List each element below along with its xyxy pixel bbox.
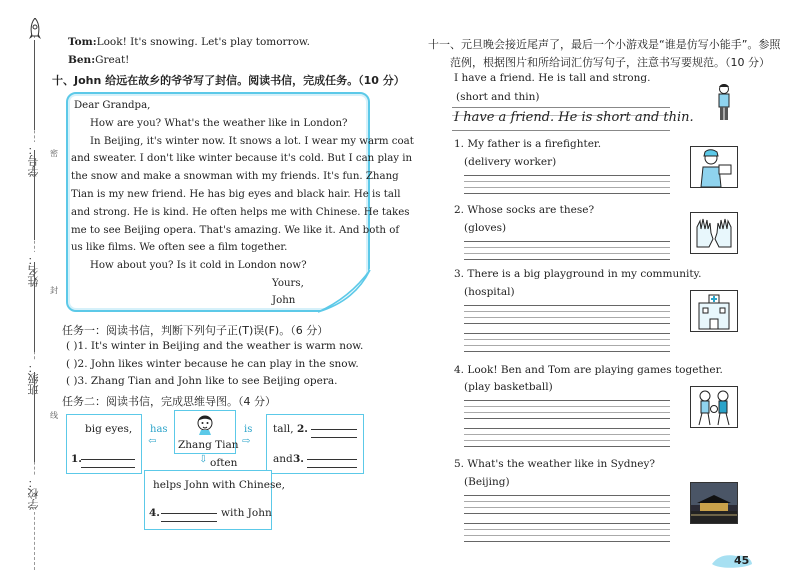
answer-blank-3b[interactable] [307, 467, 357, 468]
blank-number: 2. [297, 423, 308, 435]
write-line[interactable] [464, 507, 670, 508]
letter-line: and sweater. I don't like winter because it's cold. But I can play in [71, 153, 413, 164]
mindmap-text: big eyes, [85, 423, 133, 435]
letter-line: How are you? What's the weather like in London? [90, 118, 348, 129]
write-line[interactable] [464, 305, 670, 306]
letter-greeting: Dear Grandpa, [74, 100, 151, 111]
beijing-night-picture [690, 482, 738, 524]
example-hint: (short and thin) [456, 91, 540, 103]
has-label: has [150, 424, 168, 435]
school-label: 学校： [27, 477, 40, 510]
write-line[interactable] [464, 253, 670, 254]
hint-2: (gloves) [464, 222, 507, 234]
write-line[interactable] [464, 247, 670, 248]
mindmap-text: with John [221, 507, 272, 519]
often-label: often [210, 457, 238, 469]
write-line[interactable] [464, 541, 670, 542]
mindmap-box-features [66, 414, 142, 474]
question-5: 5. What's the weather like in Sydney? [454, 458, 656, 470]
write-line[interactable] [464, 529, 670, 530]
write-line[interactable] [464, 339, 670, 340]
dialog-line-tom: Tom:Look! It's snowing. Let's play tomorrow. [68, 36, 310, 48]
write-line[interactable] [464, 523, 670, 524]
seal-mark-2: 封 [50, 286, 58, 295]
seal-mark-1: 密 [50, 149, 58, 158]
arrow-down-icon: ⇩ [199, 454, 208, 465]
write-line[interactable] [464, 175, 670, 176]
write-line[interactable] [464, 323, 670, 324]
gloves-picture [690, 212, 738, 254]
write-line[interactable] [464, 513, 670, 514]
arrow-right-icon: ⇨ [242, 436, 251, 447]
letter-line: us like films. We often see a film together. [71, 242, 288, 253]
is-label: is [244, 424, 253, 435]
name-field[interactable] [34, 150, 35, 240]
write-line[interactable] [464, 446, 670, 447]
answer-blank-4[interactable] [161, 513, 217, 514]
letter-signature: John [272, 295, 296, 306]
write-line[interactable] [464, 535, 670, 536]
mindmap-center [174, 410, 239, 454]
example-answer: I have a friend. He is short and thin. [454, 110, 694, 125]
write-line[interactable] [464, 406, 670, 407]
section-11-title-line1: 十一、元旦晚会接近尾声了，最后一个小游戏是“谁是仿写小能手”。参照 [428, 38, 781, 51]
example-sentence: I have a friend. He is tall and strong. [454, 72, 651, 84]
blank-number: 1. [71, 453, 82, 465]
answer-blank-3[interactable] [307, 459, 357, 460]
answer-blank-1[interactable] [81, 459, 135, 460]
hint-1: (delivery worker) [464, 156, 557, 168]
question-4: 4. Look! Ben and Tom are playing games together. [454, 364, 723, 376]
section-11-title-line2: 范例，根据图片和所给词汇仿写句子，注意书写要规范。（10 分） [450, 56, 770, 69]
tall-strong-boy-icon [710, 82, 738, 124]
letter-line: and strong. He is kind. He often helps me with Chinese. He takes [71, 207, 410, 218]
write-line[interactable] [464, 259, 670, 260]
write-line[interactable] [464, 400, 670, 401]
example-answer-lines [452, 107, 694, 131]
write-line[interactable] [464, 434, 670, 435]
rocket-icon [28, 18, 42, 48]
student-number-field[interactable] [34, 40, 35, 130]
arrow-left-icon: ⇦ [148, 436, 157, 447]
write-line[interactable] [464, 501, 670, 502]
student-number-label: 学号： [27, 144, 40, 177]
hint-4: (play basketball) [464, 381, 553, 393]
answer-blank-2b[interactable] [311, 437, 357, 438]
blank-number: 4. [149, 507, 160, 519]
page-number-badge [710, 552, 754, 570]
letter-closing: Yours, [272, 278, 304, 289]
write-line[interactable] [464, 241, 670, 242]
hint-5: (Beijing) [464, 476, 510, 488]
seal-mark-3: 线 [50, 411, 58, 420]
write-line[interactable] [464, 317, 670, 318]
write-line[interactable] [464, 193, 670, 194]
write-line[interactable] [464, 311, 670, 312]
letter-line: How about you? Is it cold in London now? [90, 260, 307, 271]
letter-line: the snow and make a snowman with my friends. It's fun. Zhang [71, 171, 399, 182]
page-curl-icon [314, 266, 372, 314]
task1-item[interactable]: ( )3. Zhang Tian and John like to see Beijing opera. [66, 375, 338, 387]
mindmap-text: tall, [273, 423, 294, 435]
write-line[interactable] [464, 187, 670, 188]
mindmap-center-label: Zhang Tian [178, 439, 239, 451]
mindmap-text: and [273, 453, 293, 465]
write-line[interactable] [464, 428, 670, 429]
mindmap-box-activities [144, 470, 285, 530]
answer-blank-1b[interactable] [81, 467, 135, 468]
letter-line: Tian is my new friend. He has big eyes and black hair. He is tall [71, 189, 401, 200]
page-number: 45 [734, 554, 750, 567]
basketball-picture [690, 386, 738, 428]
write-line[interactable] [464, 345, 670, 346]
school-field[interactable] [34, 372, 35, 462]
write-line[interactable] [464, 418, 670, 419]
class-field[interactable] [34, 262, 35, 352]
name-label: 姓名： [27, 254, 40, 287]
class-label: 班级： [27, 362, 40, 395]
task2-title: 任务二：阅读书信，完成思维导图。（4 分） [62, 395, 276, 408]
write-line[interactable] [464, 351, 670, 352]
write-line[interactable] [464, 181, 670, 182]
write-line[interactable] [464, 412, 670, 413]
mindmap-text: helps John with Chinese, [153, 479, 285, 491]
blank-number: 3. [293, 453, 304, 465]
question-3: 3. There is a big playground in my community. [454, 268, 702, 280]
delivery-worker-picture [690, 146, 738, 188]
binding-margin [27, 30, 58, 570]
write-line[interactable] [464, 495, 670, 496]
task1-item[interactable]: ( )1. It's winter in Beijing and the weather is warm now. [66, 340, 364, 352]
question-2: 2. Whose socks are these? [454, 204, 595, 216]
hint-3: (hospital) [464, 286, 515, 298]
letter-line: In Beijing, it's winter now. It snows a lot. I wear my warm coat [90, 136, 414, 147]
answer-blank-4b[interactable] [161, 521, 217, 522]
write-line[interactable] [464, 440, 670, 441]
task1-title: 任务一：阅读书信，判断下列句子正(T)误(F)。（6 分） [62, 324, 329, 337]
dialog-line-ben: Ben:Great! [68, 54, 130, 66]
question-1: 1. My father is a firefighter. [454, 138, 602, 150]
answer-blank-2[interactable] [311, 429, 357, 430]
write-line[interactable] [464, 333, 670, 334]
letter-line: me to see Beijing opera. That's amazing. We like it. And both of [71, 225, 400, 236]
boy-avatar-icon [195, 413, 215, 435]
mindmap-box-personality [266, 414, 364, 474]
task1-item[interactable]: ( )2. John likes winter because he can play in the snow. [66, 358, 359, 370]
hospital-picture [690, 290, 738, 332]
letter-box [66, 92, 414, 312]
section-10-title: 十、John 给远在故乡的爷爷写了封信。阅读书信，完成任务。（10 分） [52, 74, 405, 87]
